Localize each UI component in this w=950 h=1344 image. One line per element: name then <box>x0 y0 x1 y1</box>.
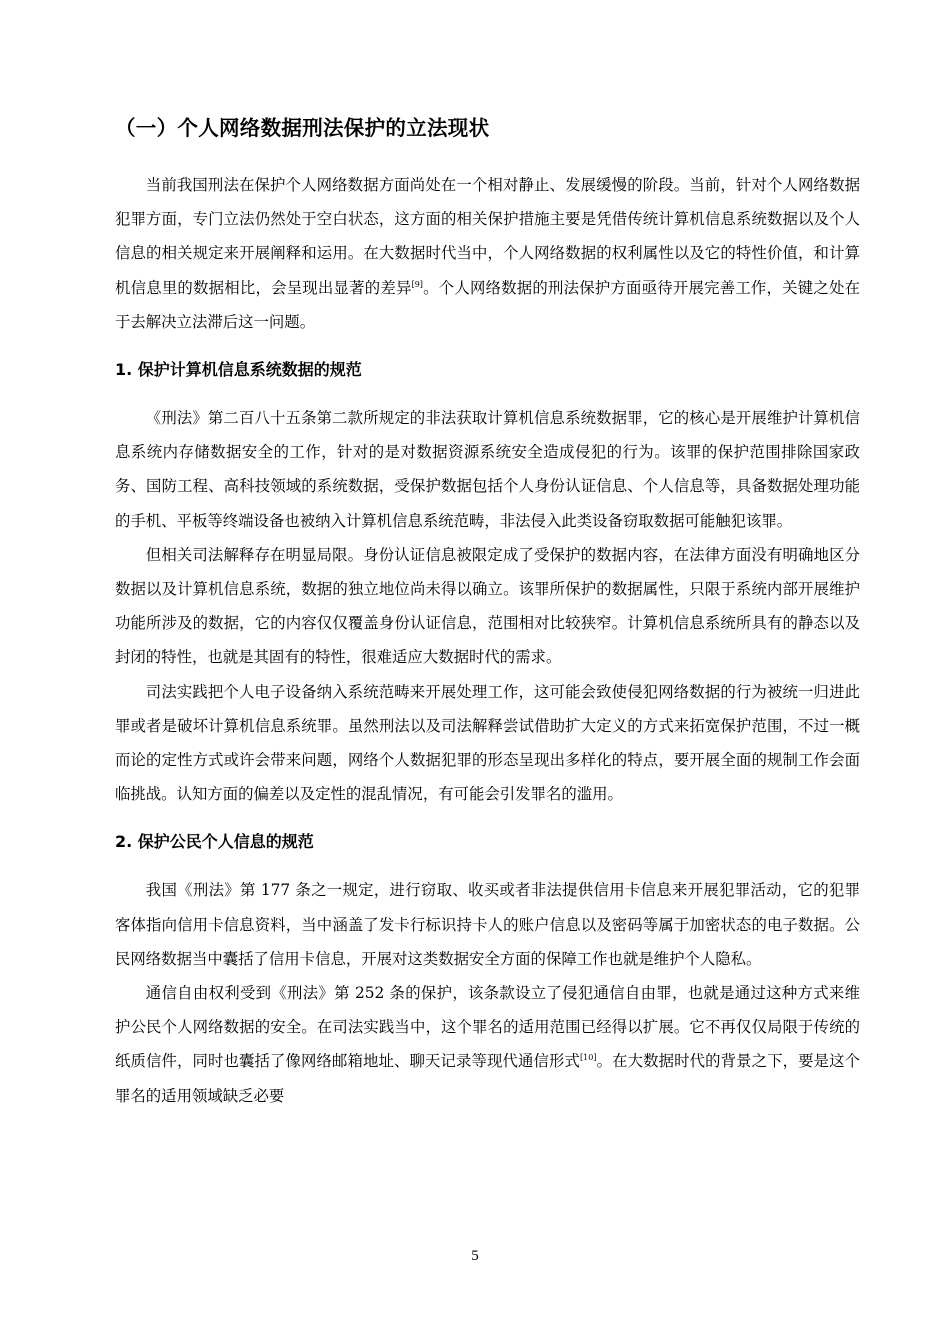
subsection-2-paragraph-1: 我国《刑法》第 177 条之一规定，进行窃取、收买或者非法提供信用卡信息来开展犯罪活动，它的犯罪客体指向信用卡信息资料，当中涵盖了发卡行标识持卡人的账户信息以及密码等属于加密状态的电子数据。公民网络数据当中囊括了信用卡信息，开展对这类数据安全方面的保障工作也就是维护个人隐私。 <box>115 881 860 968</box>
subsection-1-paragraph-3: 司法实践把个人电子设备纳入系统范畴来开展处理工作，这可能会致使侵犯网络数据的行为被统一归进此罪或者是破坏计算机信息系统罪。虽然刑法以及司法解释尝试借助扩大定义的方式来拓宽保护范围，不过一概而论的定性方式或许会带来问题，网络个人数据犯罪的形态呈现出多样化的特点，要开展全面的规制工作会面临挑战。认知方面的偏差以及定性的混乱情况，有可能会引发罪名的滥用。 <box>115 682 860 804</box>
page-number: 5 <box>471 1248 479 1264</box>
subsection-1-title: 1. 保护计算机信息系统数据的规范 <box>115 360 362 380</box>
page-body <box>115 108 860 1113</box>
subsection-2-paragraph-2-text-b: 。在大数据时代的背景之下，要是这个罪名的适用领域缺乏必要 <box>115 1052 860 1105</box>
intro-text-b: 。个人网络数据的刑法保护方面亟待开展完善工作，关键之处在于去解决立法滞后这一问题。 <box>115 278 860 331</box>
subsection-1-paragraph-1: 《刑法》第二百八十五条第二款所规定的非法获取计算机信息系统数据罪，它的核心是开展维护计算机信息系统内存储数据安全的工作，针对的是对数据资源系统安全造成侵犯的行为。该罪的保护范围排除国家政务、国防工程、高科技领域的系统数据，受保护数据包括个人身份认证信息、个人信息等，具备数据处理功能的手机、平板等终端设备也被纳入计算机信息系统范畴，非法侵入此类设备窃取数据可能触犯该罪。 <box>115 409 860 530</box>
subsection-2-paragraph-2 <box>115 976 860 1113</box>
citation-ref-9: [9] <box>411 279 423 289</box>
subsection-1-paragraph-2: 但相关司法解释存在明显局限。身份认证信息被限定成了受保护的数据内容，在法律方面没有明确地区分数据以及计算机信息系统，数据的独立地位尚未得以确立。该罪所保护的数据属性，只限于系统内部开展维护功能所涉及的数据，它的内容仅仅覆盖身份认证信息，范围相对比较狭窄。计算机信息系统所具有的静态以及封闭的特性，也就是其固有的特性，很难适应大数据时代的需求。 <box>115 545 860 667</box>
subsection-2-title: 2. 保护公民个人信息的规范 <box>115 832 314 852</box>
intro-paragraph <box>115 168 860 339</box>
citation-ref-10: [10] <box>580 1053 597 1063</box>
section-title: （一）个人网络数据刑法保护的立法现状 <box>115 116 490 140</box>
subsection-2-paragraph-2-text-a: 通信自由权利受到《刑法》第 252 条的保护，该条款设立了侵犯通信自由罪，也就是通过这种方式来维护公民个人网络数据的安全。在司法实践当中，这个罪名的适用范围已经得以扩展。它不再仅仅局限于传统的纸质信件，同时也囊括了像网络邮箱地址、聊天记录等现代通信形式 <box>115 984 860 1071</box>
intro-text-a: 当前我国刑法在保护个人网络数据方面尚处在一个相对静止、发展缓慢的阶段。当前，针对个人网络数据犯罪方面，专门立法仍然处于空白状态，这方面的相关保护措施主要是凭借传统计算机信息系统数据以及个人信息的相关规定来开展阐释和运用。在大数据时代当中，个人网络数据的权利属性以及它的特性价值，和计算机信息里的数据相比，会呈现出显著的差异 <box>115 176 860 297</box>
